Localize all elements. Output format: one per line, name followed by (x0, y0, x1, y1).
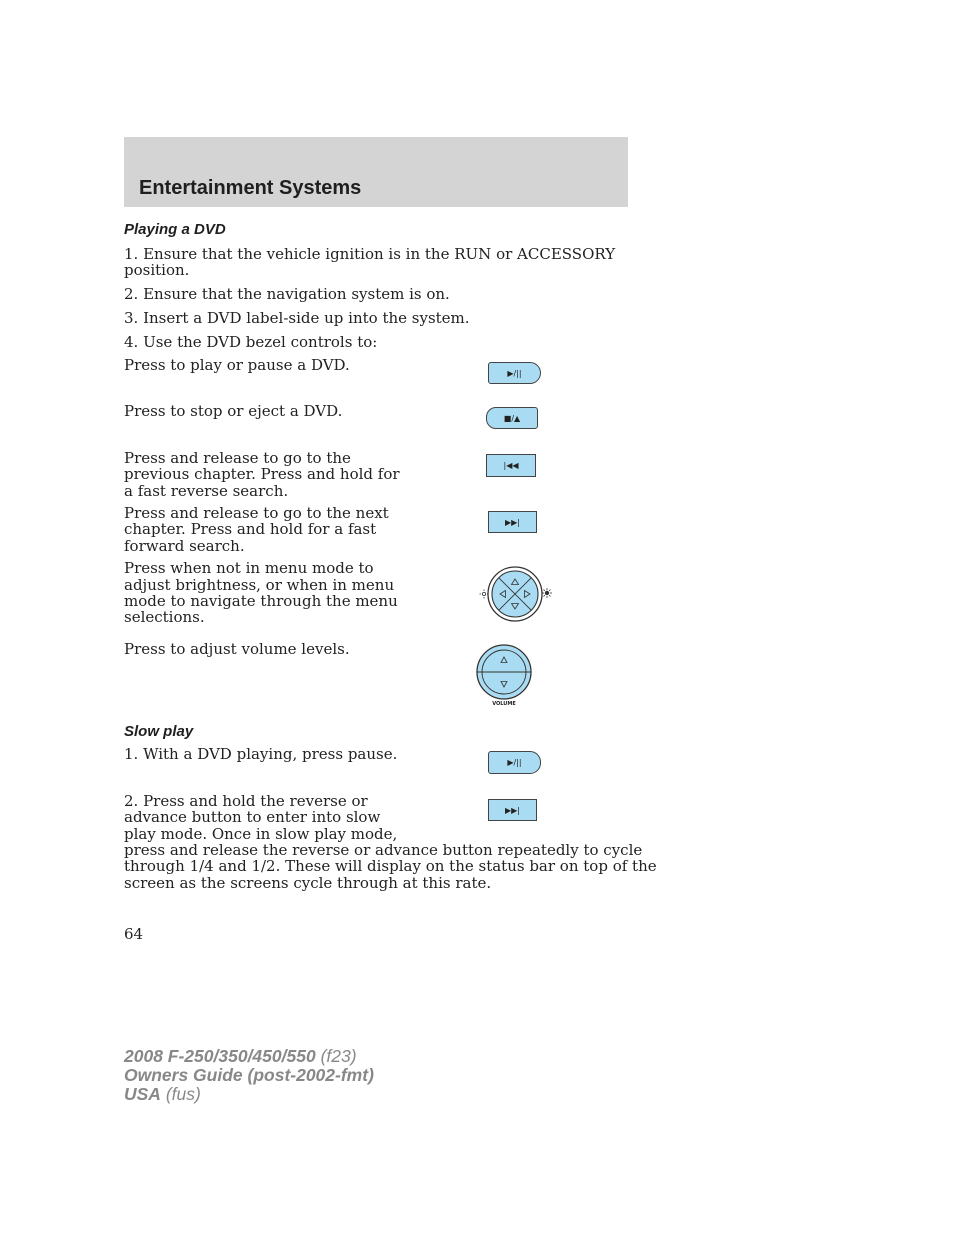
step-3: 3. Insert a DVD label-side up into the system. (124, 309, 470, 327)
slow-play-step-1: 1. With a DVD playing, press pause. (124, 745, 398, 763)
stop-eject-icon: ■/▲ (486, 407, 538, 429)
pause-button-icon: ▶/|| (488, 751, 541, 774)
volume-control-icon (474, 643, 534, 701)
step-1: 1. Ensure that the vehicle ignition is in the RUN or ACCESSORY (124, 245, 616, 263)
previous-chapter-icon: |◀◀ (486, 454, 536, 477)
heading-playing-dvd: Playing a DVD (124, 221, 226, 238)
control-desc-play-pause: Press to play or pause a DVD. (124, 356, 350, 374)
control-desc-nav-line-2: adjust brightness, or when in menu (124, 576, 395, 594)
control-desc-stop-eject: Press to stop or eject a DVD. (124, 402, 343, 420)
play-pause-icon: ▶/|| (488, 362, 541, 384)
slow-play-step-2-line-5: through 1/4 and 1/2. These will display on the status bar on top of the (124, 857, 657, 875)
slow-play-step-2-line-1: 2. Press and hold the reverse or (124, 792, 368, 810)
control-desc-next-line-3: forward search. (124, 537, 245, 555)
slow-play-step-2-line-4: press and release the reverse or advance button repeatedly to cycle (124, 841, 643, 859)
slow-play-step-2-line-6: screen as the screens cycle through at this rate. (124, 874, 492, 892)
slow-play-step-2-line-2: advance button to enter into slow (124, 808, 381, 826)
advance-button-icon: ▶▶| (488, 799, 537, 821)
section-title: Entertainment Systems (139, 177, 362, 199)
control-desc-previous-line-2: previous chapter. Press and hold for (124, 465, 400, 483)
footer-line-1: 2008 F-250/350/450/550 (f23) (124, 1046, 357, 1066)
footer-line-2: Owners Guide (post-2002-fmt) (124, 1065, 374, 1085)
footer-line-3: USA (fus) (124, 1084, 201, 1104)
control-desc-previous-line-1: Press and release to go to the (124, 449, 351, 467)
step-4: 4. Use the DVD bezel controls to: (124, 333, 378, 351)
volume-label: VOLUME (492, 701, 516, 707)
heading-slow-play: Slow play (124, 723, 194, 740)
control-desc-next-line-1: Press and release to go to the next (124, 504, 389, 522)
control-desc-previous-line-3: a fast reverse search. (124, 482, 289, 500)
slow-play-step-2-line-3: play mode. Once in slow play mode, (124, 825, 398, 843)
step-2: 2. Ensure that the navigation system is on. (124, 285, 450, 303)
page-number: 64 (124, 925, 144, 943)
navigation-pad-icon (476, 562, 552, 626)
control-desc-nav-line-4: selections. (124, 608, 205, 626)
step-1-cont: position. (124, 261, 190, 279)
next-chapter-icon: ▶▶| (488, 511, 537, 533)
control-desc-nav-line-1: Press when not in menu mode to (124, 559, 374, 577)
control-desc-volume: Press to adjust volume levels. (124, 640, 350, 658)
control-desc-nav-line-3: mode to navigate through the menu (124, 592, 398, 610)
control-desc-next-line-2: chapter. Press and hold for a fast (124, 520, 377, 538)
